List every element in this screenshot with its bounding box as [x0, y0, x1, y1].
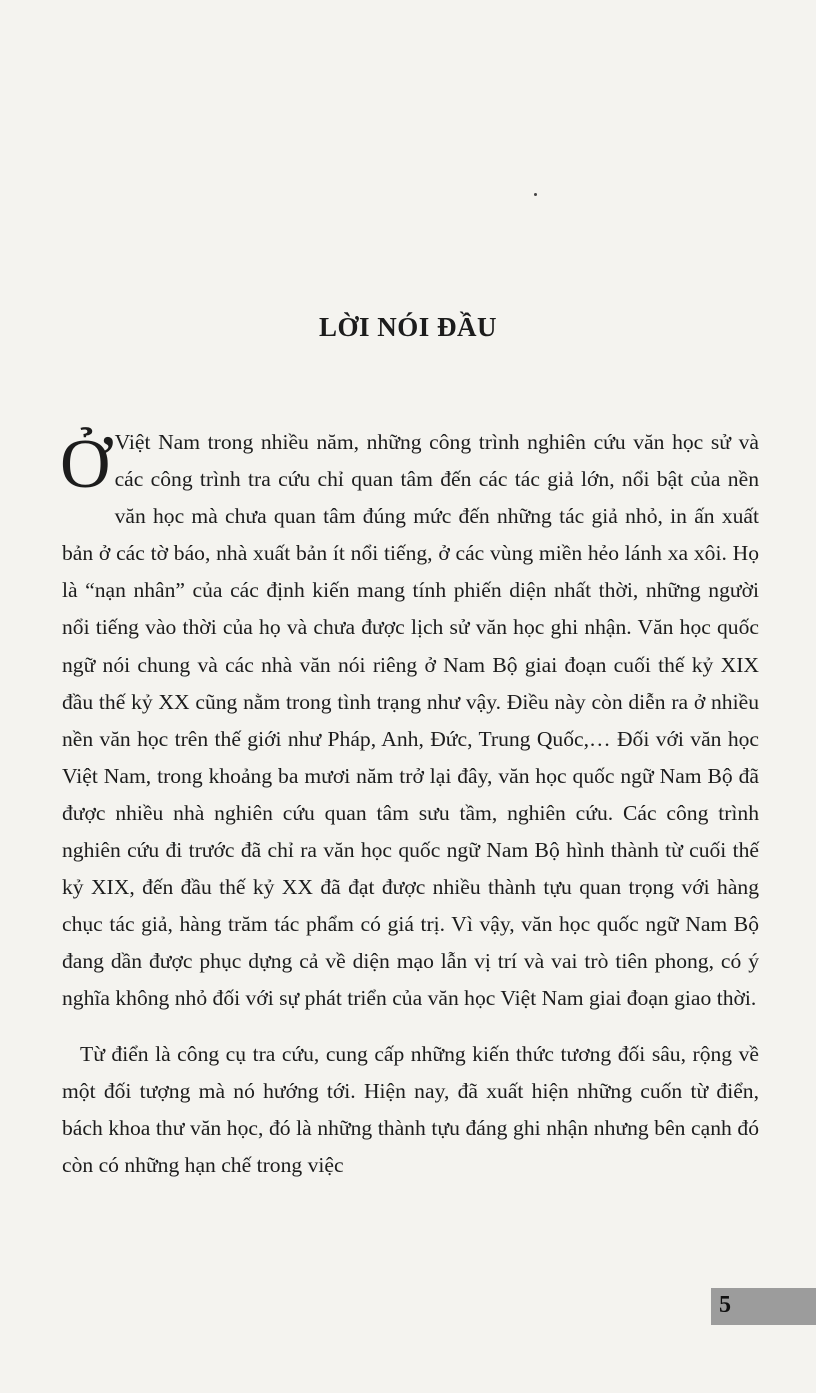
- page-number: 5: [719, 1292, 731, 1318]
- page-number-tab: [711, 1288, 816, 1325]
- paragraph-1-text: Việt Nam trong nhiều năm, những công trình nghiên cứu văn học sử và các công trình tra cứu chỉ quan tâm đến các tác giả lớn, nổi bật của nền văn học mà chưa quan tâm đúng mức đến những tác giả nhỏ, in ấn xuất bản ở các tờ báo, nhà xuất bản ít nổi tiếng, ở các vùng miền hẻo lánh xa xôi. Họ là “nạn nhân” của các định kiến mang tính phiến diện nhất thời, những người nổi tiếng vào thời của họ và chưa được lịch sử văn học ghi nhận. Văn học quốc ngữ nói chung và các nhà văn nói riêng ở Nam Bộ giai đoạn cuối thế kỷ XIX đầu thế kỷ XX cũng nằm trong tình trạng như vậy. Điều này còn diễn ra ở nhiều nền văn học trên thế giới như Pháp, Anh, Đức, Trung Quốc,… Đối với văn học Việt Nam, trong khoảng ba mươi năm trở lại đây, văn học quốc ngữ Nam Bộ đã được nhiều nhà nghiên cứu quan tâm sưu tầm, nghiên cứu. Các công trình nghiên cứu đi trước đã chỉ ra văn học quốc ngữ Nam Bộ hình thành từ cuối thế kỷ XIX, đến đầu thế kỷ XX đã đạt được nhiều thành tựu quan trọng với hàng chục tác giả, hàng trăm tác phẩm có giá trị. Vì vậy, văn học quốc ngữ Nam Bộ đang dần được phục dựng cả về diện mạo lẫn vị trí và vai trò tiên phong, có ý nghĩa không nhỏ đối với sự phát triển của văn học Việt Nam giai đoạn giao thời.: [62, 430, 759, 1011]
- page-title: LỜI NÓI ĐẦU: [318, 312, 498, 342]
- paragraph-1: [62, 424, 759, 1018]
- ink-dot: [534, 193, 537, 196]
- drop-cap: Ở: [60, 426, 111, 503]
- body-text: [62, 424, 759, 1202]
- paragraph-2: Từ điển là công cụ tra cứu, cung cấp những kiến thức tương đối sâu, rộng về một đối tượng mà nó hướng tới. Hiện nay, đã xuất hiện những cuốn từ điển, bách khoa thư văn học, đó là những thành tựu đáng ghi nhận nhưng bên cạnh đó còn có những hạn chế trong việc: [62, 1041, 759, 1177]
